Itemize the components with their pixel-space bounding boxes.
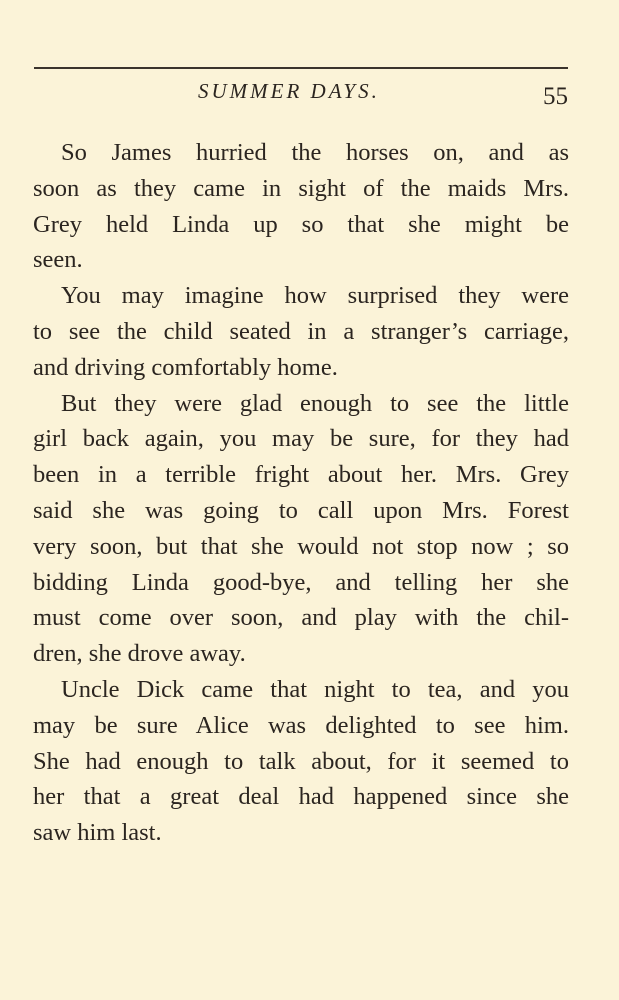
text-line: must come over soon, and play with the chil- xyxy=(33,604,569,632)
text-line: been in a terrible fright about her. Mrs. Grey xyxy=(33,461,569,489)
header-rule xyxy=(34,67,568,69)
text-line: very soon, but that she would not stop now ; so xyxy=(33,532,569,560)
paragraph xyxy=(33,135,569,278)
text-line: dren, she drove away. xyxy=(33,640,246,668)
body-text xyxy=(33,135,569,851)
text-line: saw him last. xyxy=(33,819,162,847)
text-line: soon as they came in sight of the maids Mrs. xyxy=(33,174,569,202)
page-number: 55 xyxy=(543,83,568,110)
paragraph xyxy=(33,672,569,851)
text-line: But they were glad enough to see the little xyxy=(61,389,569,417)
text-line: bidding Linda good-bye, and telling her she xyxy=(33,568,569,596)
text-line: She had enough to talk about, for it seemed to xyxy=(33,747,569,775)
paragraph xyxy=(33,386,569,672)
text-line: So James hurried the horses on, and as xyxy=(61,139,569,166)
text-line: may be sure Alice was delighted to see him. xyxy=(33,711,569,739)
text-line: her that a great deal had happened since she xyxy=(33,783,569,811)
paragraph xyxy=(33,278,569,385)
text-line: You may imagine how surprised they were xyxy=(61,282,569,310)
text-line: Uncle Dick came that night to tea, and you xyxy=(61,675,569,703)
text-line: to see the child seated in a stranger’s carriage, xyxy=(33,317,569,345)
text-line: and driving comfortably home. xyxy=(33,353,338,381)
text-line: Grey held Linda up so that she might be xyxy=(33,210,569,238)
text-line: said she was going to call upon Mrs. Forest xyxy=(33,496,569,524)
text-line: girl back again, you may be sure, for they had xyxy=(33,425,569,453)
running-head: SUMMER DAYS. xyxy=(198,79,380,103)
text-line: seen. xyxy=(33,246,83,274)
